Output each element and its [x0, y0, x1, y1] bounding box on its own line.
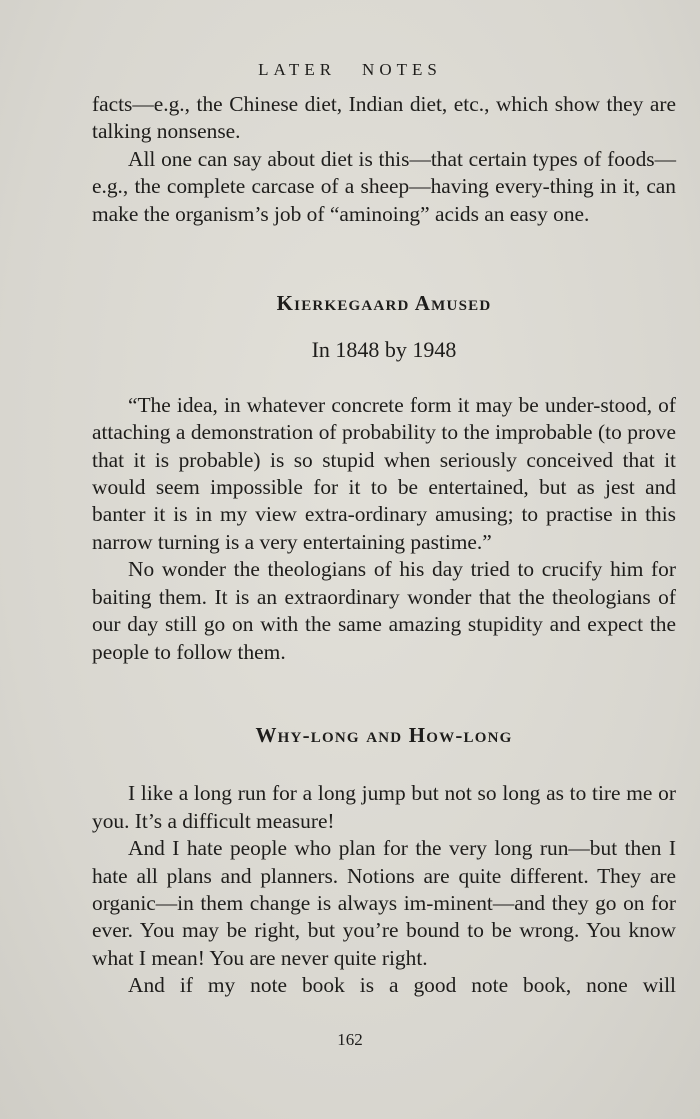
section-title-why-long: Why-long and How-long: [255, 722, 513, 747]
page-number: 162: [337, 1030, 363, 1049]
section-title-kierkegaard: Kierkegaard Amused: [276, 291, 492, 316]
theologians-paragraph: No wonder the theologians of his day tried to crucify him for baiting them. It is an extraordinary wonder that the theologians of our day still go on with the same amazing stupidity and expect the people to follow them.: [92, 557, 676, 664]
section-subtitle: In 1848 by 1948: [311, 337, 457, 363]
kierkegaard-quote-paragraph: “The idea, in whatever concrete form it may be under-stood, of attaching a demonstration of probability to the improbable (to prove that it is probable) is so stupid when seriously conceived that it would seem impossible for it to be entertained, but as jest and banter it is in my view extra-ordinary amusing; to practise in this narrow turning is a very entertaining pastime.”: [92, 392, 676, 554]
note-book-paragraph: And if my note book is a good note book, none will: [128, 973, 676, 998]
continued-paragraph: facts—e.g., the Chinese diet, Indian diet, etc., which show they are talking nonsense.: [92, 92, 676, 144]
diet-paragraph: All one can say about diet is this—that certain types of foods—e.g., the complete carcase of a sheep—having every-thing in it, can make the organism’s job of “aminoing” acids an easy one.: [92, 146, 676, 226]
planners-paragraph: And I hate people who plan for the very long run—but then I hate all plans and planners. Notions are quite different. They are organic—in them change is always im-minent—and they go on for ever. You may be right, but you’re bound to be wrong. You know what I mean! You are never quite right.: [92, 836, 676, 970]
running-head-right: NOTES: [362, 60, 442, 79]
page-body: [92, 91, 676, 1000]
running-head: [0, 60, 700, 80]
long-run-paragraph: I like a long run for a long jump but not so long as to tire me or you. It’s a difficult measure!: [92, 781, 676, 833]
running-head-left: LATER: [258, 60, 337, 79]
